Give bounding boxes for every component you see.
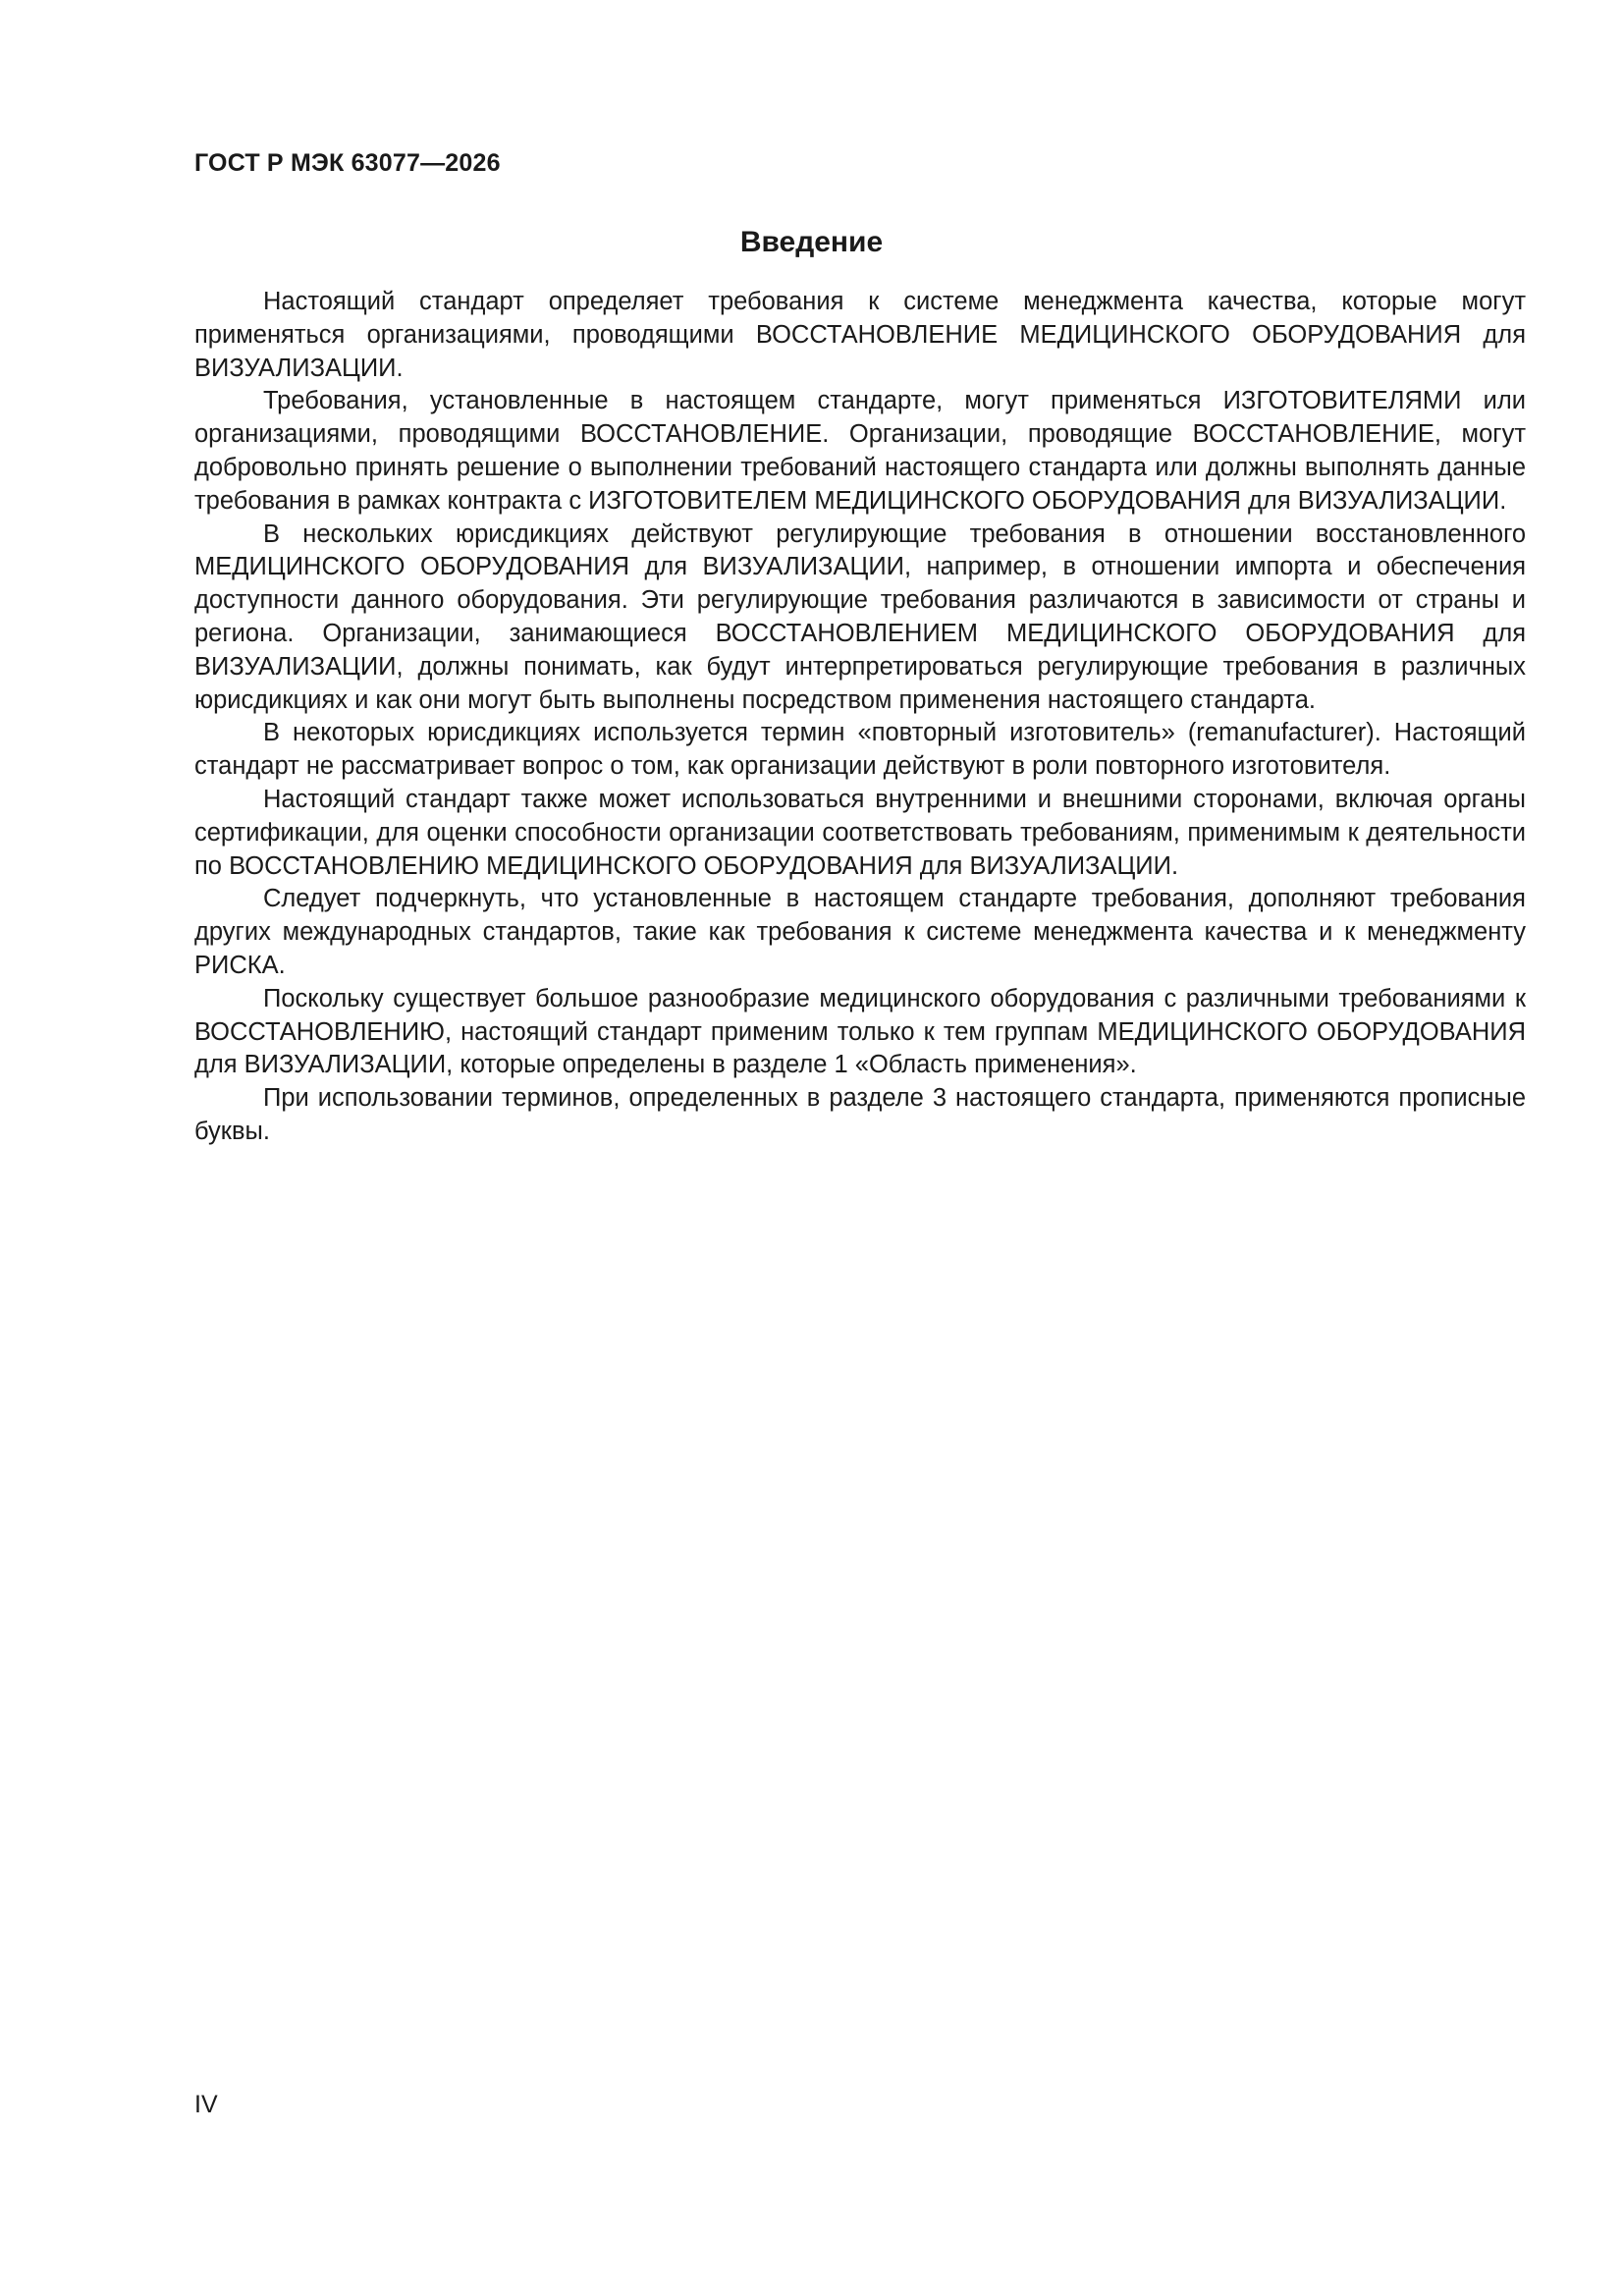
- paragraph: В нескольких юрисдикциях действуют регулирующие требования в отношении восстановленного МЕДИЦИНСКОГО ОБОРУДОВАНИЯ для ВИЗУАЛИЗАЦИИ, например, в отношении импорта и обеспечения доступности данного оборудования. Эти регулирующие требования различаются в зависимости от страны и региона. Организации, занимающиеся ВОССТАНОВЛЕНИЕМ МЕДИЦИНСКОГО ОБОРУДОВАНИЯ для ВИЗУАЛИЗАЦИИ, должны понимать, как будут интерпретироваться регулирующие требования в различных юрисдикциях и как они могут быть выполнены посредством применения настоящего стандарта.: [194, 519, 1526, 714]
- paragraph: Настоящий стандарт определяет требования к системе менеджмента качества, которые могут применяться организациями, проводящими ВОССТАНОВЛЕНИЕ МЕДИЦИНСКОГО ОБОРУДОВАНИЯ для ВИЗУАЛИЗАЦИИ.: [194, 288, 1526, 382]
- paragraph: Поскольку существует большое разнообразие медицинского оборудования с различными требованиями к ВОССТАНОВЛЕНИЮ, настоящий стандарт применим только к тем группам МЕДИЦИНСКОГО ОБОРУДОВАНИЯ для ВИЗУАЛИЗАЦИИ, которые определены в разделе 1 «Область применения».: [194, 984, 1526, 1079]
- paragraph: Следует подчеркнуть, что установленные в настоящем стандарте требования, дополняют требования других международных стандартов, такие как требования к системе менеджмента качества и к менеджменту РИСКА.: [194, 885, 1526, 979]
- section-title: Введение: [739, 226, 884, 258]
- paragraph: В некоторых юрисдикциях используется термин «повторный изготовитель» (remanufacturer). Настоящий стандарт не рассматривает вопрос о том, как организации действуют в роли повторного изготовителя.: [194, 719, 1526, 781]
- document-header: ГОСТ Р МЭК 63077—2026: [194, 149, 501, 177]
- body-text: [194, 286, 1526, 1149]
- paragraph: Требования, установленные в настоящем стандарте, могут применяться ИЗГОТОВИТЕЛЯМИ или организациями, проводящими ВОССТАНОВЛЕНИЕ. Организации, проводящие ВОССТАНОВЛЕНИЕ, могут добровольно принять решение о выполнении требований настоящего стандарта или должны выполнять данные требования в рамках контракта с ИЗГОТОВИТЕЛЕМ МЕДИЦИНСКОГО ОБОРУДОВАНИЯ для ВИЗУАЛИЗАЦИИ.: [194, 387, 1526, 515]
- page-number: IV: [194, 2091, 218, 2118]
- paragraph: При использовании терминов, определенных в разделе 3 настоящего стандарта, применяются прописные буквы.: [194, 1084, 1526, 1145]
- paragraph: Настоящий стандарт также может использоваться внутренними и внешними сторонами, включая органы сертификации, для оценки способности организации соответствовать требованиям, применимым к деятельности по ВОССТАНОВЛЕНИЮ МЕДИЦИНСКОГО ОБОРУДОВАНИЯ для ВИЗУАЛИЗАЦИИ.: [194, 785, 1526, 880]
